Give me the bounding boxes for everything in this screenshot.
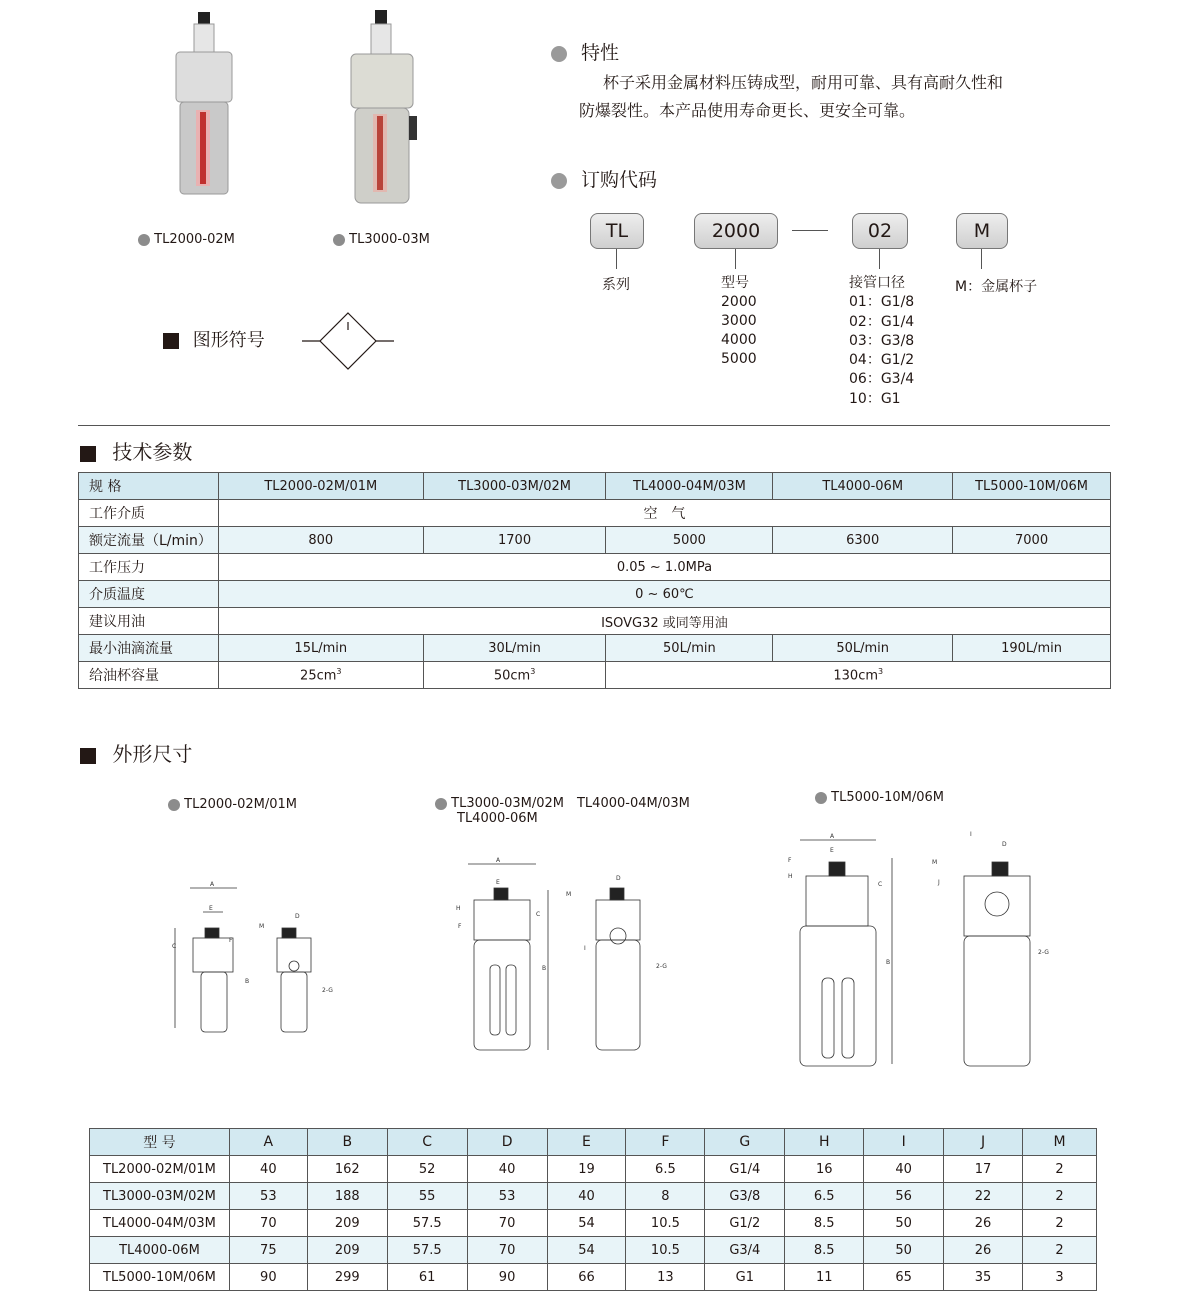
- table-cell: 65: [864, 1264, 944, 1291]
- table-cell: TL2000-02M/01M: [90, 1156, 230, 1183]
- spec-row-label: 最小油滴流量: [79, 635, 219, 662]
- drawing-label: C: [172, 943, 177, 950]
- table-cell: 188: [307, 1183, 387, 1210]
- spec-row-label: 给油杯容量: [79, 662, 219, 689]
- bullet-dot-icon: [168, 799, 180, 811]
- drawing-label: C: [878, 881, 883, 888]
- table-cell: 3: [1023, 1264, 1097, 1291]
- drawing-label: D: [295, 913, 300, 920]
- code-connector: [879, 249, 880, 269]
- product-caption-2: TL3000-03M: [333, 232, 430, 247]
- table-cell: 8.5: [785, 1237, 864, 1264]
- table-cell: 75: [229, 1237, 307, 1264]
- dim-header-cell: H: [785, 1129, 864, 1156]
- table-row: [90, 1156, 1097, 1183]
- table-cell: 53: [467, 1183, 547, 1210]
- model-list: 型号 2000 3000 4000 5000: [721, 275, 757, 367]
- table-cell: 54: [547, 1210, 626, 1237]
- table-cell: 90: [467, 1264, 547, 1291]
- table-cell: 40: [467, 1156, 547, 1183]
- drawing-label: M: [566, 891, 572, 898]
- spec-row-flow: [79, 527, 1111, 554]
- dim-header-cell: G: [705, 1129, 785, 1156]
- table-cell: 8.5: [785, 1210, 864, 1237]
- dim-header-cell: I: [864, 1129, 944, 1156]
- table-cell: 40: [547, 1183, 626, 1210]
- drawing-caption-4: TL5000-10M/06M: [815, 790, 944, 805]
- spec-row-drip: [79, 635, 1111, 662]
- spec-header-row: [79, 473, 1111, 500]
- spec-heading: 技术参数: [80, 436, 192, 465]
- spec-cell: 800: [218, 527, 423, 554]
- table-row: [90, 1210, 1097, 1237]
- table-cell: 70: [467, 1237, 547, 1264]
- drawing-label: 2-G: [1038, 949, 1049, 956]
- drawing-label: D: [616, 875, 621, 882]
- bullet-dot-icon: [138, 234, 150, 246]
- features-line-2: 防爆裂性。本产品使用寿命更长、更安全可靠。: [579, 101, 916, 120]
- table-cell: TL3000-03M/02M: [90, 1183, 230, 1210]
- table-cell: 26: [944, 1237, 1023, 1264]
- spec-cell: ISOVG32 或同等用油: [218, 608, 1110, 635]
- spec-row-capacity: [79, 662, 1111, 689]
- spec-row-label: 工作介质: [79, 500, 219, 527]
- dim-header-cell: F: [626, 1129, 705, 1156]
- dim-header-row: [90, 1129, 1097, 1156]
- bullet-dot-icon: [333, 234, 345, 246]
- spec-cell: $25cm^3$: [218, 662, 423, 689]
- table-cell: 2: [1023, 1156, 1097, 1183]
- table-cell: 10.5: [626, 1237, 705, 1264]
- code-box-cup: M: [956, 213, 1008, 249]
- table-cell: 40: [229, 1156, 307, 1183]
- spec-cell: 0 ~ 60℃: [218, 581, 1110, 608]
- drawing-label: A: [496, 857, 501, 864]
- spec-cell: 50L/min: [773, 635, 953, 662]
- spec-row-oil: [79, 608, 1111, 635]
- spec-row-label: 工作压力: [79, 554, 219, 581]
- table-cell: 56: [864, 1183, 944, 1210]
- spec-cell: 0.05 ~ 1.0MPa: [218, 554, 1110, 581]
- dim-header-cell: 型 号: [90, 1129, 230, 1156]
- spec-cell: $50cm^3$: [423, 662, 606, 689]
- dim-header-cell: B: [307, 1129, 387, 1156]
- table-cell: 22: [944, 1183, 1023, 1210]
- spec-header-cell: 规 格: [79, 473, 219, 500]
- table-cell: 53: [229, 1183, 307, 1210]
- spec-header-cell: TL3000-03M/02M: [423, 473, 606, 500]
- table-cell: 52: [387, 1156, 467, 1183]
- drawing-label: A: [210, 881, 215, 888]
- table-cell: 8: [626, 1183, 705, 1210]
- drawing-label: E: [496, 879, 500, 886]
- bullet-dot-icon: [551, 173, 567, 189]
- spec-row-medium: [79, 500, 1111, 527]
- table-row: [90, 1237, 1097, 1264]
- lubricator-symbol-icon: [302, 312, 394, 374]
- spec-row-label: 额定流量（L/min）: [79, 527, 219, 554]
- spec-cell: 15L/min: [218, 635, 423, 662]
- drawing-label: J: [938, 879, 940, 886]
- spec-header-cell: TL2000-02M/01M: [218, 473, 423, 500]
- product-photo-tl2000: [170, 10, 240, 200]
- table-cell: 70: [229, 1210, 307, 1237]
- spec-cell: 30L/min: [423, 635, 606, 662]
- table-cell: TL4000-06M: [90, 1237, 230, 1264]
- code-connector: [981, 249, 982, 269]
- square-bullet-icon: [80, 446, 96, 462]
- dimension-table: [89, 1128, 1097, 1291]
- square-bullet-icon: [80, 748, 96, 764]
- dim-header-cell: A: [229, 1129, 307, 1156]
- table-cell: 66: [547, 1264, 626, 1291]
- table-row: [90, 1183, 1097, 1210]
- table-cell: G3/8: [705, 1183, 785, 1210]
- spec-table: [78, 472, 1111, 689]
- table-row: [90, 1264, 1097, 1291]
- table-cell: 26: [944, 1210, 1023, 1237]
- drawing-label: C: [536, 911, 541, 918]
- table-cell: 50: [864, 1210, 944, 1237]
- code-box-series: TL: [590, 213, 644, 249]
- drawing-label: 2-G: [322, 987, 333, 994]
- series-label: 系列: [602, 277, 630, 293]
- drawing-label: B: [245, 978, 250, 985]
- spec-cell: 190L/min: [953, 635, 1111, 662]
- drawing-label: F: [229, 937, 233, 944]
- dimension-drawing-tl2000: [165, 878, 345, 1043]
- table-cell: 10.5: [626, 1210, 705, 1237]
- code-box-model: 2000: [694, 213, 778, 249]
- table-cell: 299: [307, 1264, 387, 1291]
- table-cell: 13: [626, 1264, 705, 1291]
- table-cell: G1/2: [705, 1210, 785, 1237]
- symbol-heading: 图形符号: [163, 326, 265, 352]
- drawing-label: F: [458, 923, 462, 930]
- table-cell: 70: [467, 1210, 547, 1237]
- spec-cell: 空 气: [218, 500, 1110, 527]
- table-cell: 209: [307, 1210, 387, 1237]
- dimension-drawing-tl5000: [780, 828, 1070, 1073]
- drawing-label: 2-G: [656, 963, 667, 970]
- spec-header-cell: TL4000-04M/03M: [606, 473, 773, 500]
- spec-row-label: 介质温度: [79, 581, 219, 608]
- table-cell: 209: [307, 1237, 387, 1264]
- dim-header-cell: C: [387, 1129, 467, 1156]
- spec-row-label: 建议用油: [79, 608, 219, 635]
- spec-cell: 50L/min: [606, 635, 773, 662]
- table-cell: 2: [1023, 1183, 1097, 1210]
- table-cell: 2: [1023, 1237, 1097, 1264]
- spec-cell: 7000: [953, 527, 1111, 554]
- drawing-label: M: [932, 859, 938, 866]
- drawing-label: E: [209, 905, 213, 912]
- table-cell: 16: [785, 1156, 864, 1183]
- spec-cell: $130cm^3$: [606, 662, 1111, 689]
- drawing-label: I: [970, 831, 972, 838]
- dimension-drawing-tl3000-tl4000: [450, 850, 690, 1065]
- table-cell: 17: [944, 1156, 1023, 1183]
- table-cell: G1/4: [705, 1156, 785, 1183]
- table-cell: 19: [547, 1156, 626, 1183]
- table-cell: 6.5: [626, 1156, 705, 1183]
- drawing-label: H: [788, 873, 793, 880]
- product-caption-1: TL2000-02M: [138, 232, 235, 247]
- drawing-label: B: [542, 965, 547, 972]
- section-divider: [78, 425, 1110, 426]
- code-box-port: 02: [852, 213, 908, 249]
- table-cell: 40: [864, 1156, 944, 1183]
- table-cell: 61: [387, 1264, 467, 1291]
- cup-label: M：金属杯子: [955, 279, 1038, 295]
- drawing-caption-3: TL4000-06M: [457, 811, 538, 826]
- code-connector: [735, 249, 736, 269]
- drawing-caption-2: TL3000-03M/02M TL4000-04M/03M: [435, 792, 690, 811]
- port-list: 接管口径 01：G1/8 02：G1/4 03：G3/8 04：G1/2 06：G3/4 10：G1: [849, 275, 915, 407]
- drawing-label: A: [830, 833, 835, 840]
- bullet-dot-icon: [435, 798, 447, 810]
- drawing-label: B: [886, 959, 891, 966]
- dims-heading: 外形尺寸: [80, 738, 192, 767]
- product-photo-tl3000: [345, 8, 425, 208]
- spec-cell: 6300: [773, 527, 953, 554]
- drawing-label: F: [788, 857, 792, 864]
- table-cell: TL4000-04M/03M: [90, 1210, 230, 1237]
- table-cell: 55: [387, 1183, 467, 1210]
- drawing-label: D: [1002, 841, 1007, 848]
- table-cell: 57.5: [387, 1237, 467, 1264]
- table-cell: 57.5: [387, 1210, 467, 1237]
- table-cell: G3/4: [705, 1237, 785, 1264]
- dim-header-cell: D: [467, 1129, 547, 1156]
- dim-header-cell: J: [944, 1129, 1023, 1156]
- order-code-heading: 订购代码: [551, 165, 657, 192]
- table-cell: TL5000-10M/06M: [90, 1264, 230, 1291]
- square-bullet-icon: [163, 333, 179, 349]
- table-cell: 50: [864, 1237, 944, 1264]
- table-cell: 6.5: [785, 1183, 864, 1210]
- drawing-label: E: [830, 847, 834, 854]
- code-dash: [792, 230, 828, 231]
- table-cell: 35: [944, 1264, 1023, 1291]
- table-cell: 162: [307, 1156, 387, 1183]
- spec-row-pressure: [79, 554, 1111, 581]
- table-cell: G1: [705, 1264, 785, 1291]
- spec-row-temp: [79, 581, 1111, 608]
- bullet-dot-icon: [815, 792, 827, 804]
- code-connector: [616, 249, 617, 269]
- table-cell: 54: [547, 1237, 626, 1264]
- drawing-label: H: [456, 905, 461, 912]
- drawing-caption-1: TL2000-02M/01M: [168, 797, 297, 812]
- dim-header-cell: E: [547, 1129, 626, 1156]
- spec-cell: 1700: [423, 527, 606, 554]
- spec-header-cell: TL5000-10M/06M: [953, 473, 1111, 500]
- dim-header-cell: M: [1023, 1129, 1097, 1156]
- bullet-dot-icon: [551, 46, 567, 62]
- features-heading: 特性: [551, 38, 619, 65]
- table-cell: 11: [785, 1264, 864, 1291]
- table-cell: 2: [1023, 1210, 1097, 1237]
- drawing-label: M: [259, 923, 265, 930]
- features-line-1: 杯子采用金属材料压铸成型，耐用可靠、具有高耐久性和: [603, 73, 1004, 92]
- spec-cell: 5000: [606, 527, 773, 554]
- spec-header-cell: TL4000-06M: [773, 473, 953, 500]
- table-cell: 90: [229, 1264, 307, 1291]
- drawing-label: I: [584, 945, 586, 952]
